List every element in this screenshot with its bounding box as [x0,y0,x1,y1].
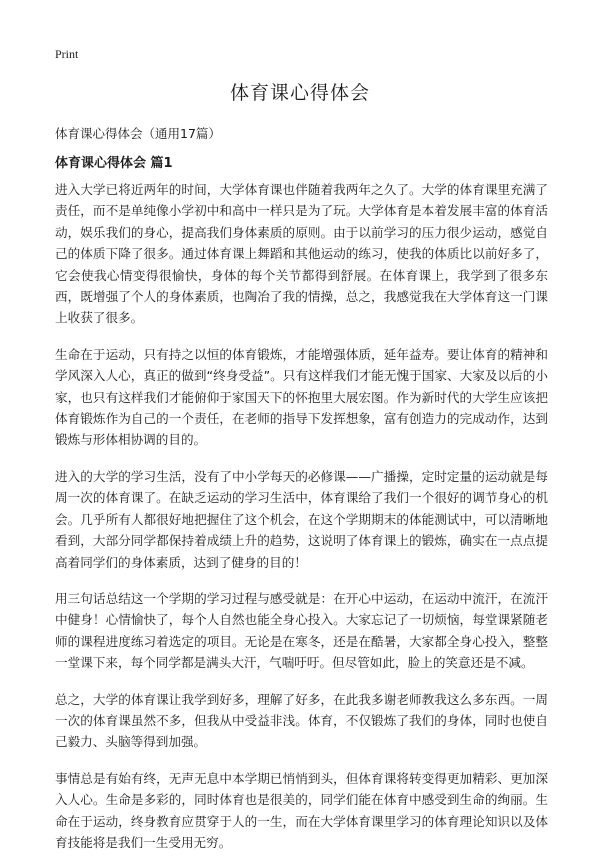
print-link[interactable]: Print [55,47,79,61]
paragraph: 生命在于运动，只有持之以恒的体育锻炼，才能增强体质，延年益寿。要让体育的精神和学风深入人心，真正的做到“终身受益”。只有这样我们才能无愧于国家、大家及以后的小家，也只有这样我们才能俯仰于家国天下的怀抱里大展宏图。作为新时代的大学生应该把体育锻炼作为自己的一个责任，在老师的指导下发挥想象，富有创造力的完成动作，达到锻炼与形体相协调的目的。 [55,346,548,448]
paragraph: 进入的大学的学习生活，没有了中小学每天的必修课——广播操，定时定量的运动就是每周一次的体育课了。在缺乏运动的学习生活中，体育课给了我们一个很好的调节身心的机会。几乎所有人都很好地把握住了这个机会，在这个学期期末的体能测试中，可以清晰地看到，大部分同学都保持着成绩上升的趋势，这说明了体育课上的锻炼，确实在一点点提高着同学们的身体素质，达到了健身的目的！ [55,468,548,570]
page-title: 体育课心得体会 [229,82,370,104]
paragraph: 进入大学已将近两年的时间，大学体育课也伴随着我两年之久了。大学的体育课里充满了责任，而不是单纯像小学初中和高中一样只是为了玩。大学体育是本着发展丰富的体育活动，娱乐我们的身心，提高我们身体素质的原则。由于以前学习的压力很少运动，感觉自己的体质下降了很多。通过体育课上舞蹈和其他运动的练习，使我的体质比以前好多了，它会使我心情变得很愉快，身体的每个关节都得到舒展。在体育课上，我学到了很多东西，既增强了个人的身体素质，也陶冶了我的情操，总之，我感觉我在大学体育这一门课上收获了很多。 [55,182,548,326]
article-body [55,179,548,868]
paragraph: 事情总是有始有终，无声无息中本学期已悄悄到头，但体育课将转变得更加精彩、更加深入人心。生命是多彩的，同时体育也是很美的，同学们能在体育中感受到生命的绚丽。生命在于运动，终身教育应贯穿于人的一生，而在大学体育课里学习的体育理论知识以及体育技能将是我们一生受用无穷。 [55,770,548,850]
paragraph: 用三句话总结这一个学期的学习过程与感受就是：在开心中运动，在运动中流汗，在流汗中健身！心情愉快了，每个人自然也能全身心投入。大家忘记了一切烦恼，每堂课紧随老师的课程进度练习着选定的项目。无论是在寒冬，还是在酷暑，大家都全身心投入，整整一堂课下来，每个同学都是满头大汗，气喘吁吁。但尽管如此，脸上的笑意还是不减。 [55,590,548,671]
paragraph: 总之，大学的体育课让我学到好多，理解了好多，在此我多谢老师教我这么多东西。一周一次的体育课虽然不多，但我从中受益非浅。体育，不仅锻炼了我们的身体，同时也使自己毅力、头脑等得到加强。 [55,691,548,750]
section-heading: 体育课心得体会 篇1 [55,156,173,171]
document-subtitle: 体育课心得体会（通用17篇） [55,126,221,141]
